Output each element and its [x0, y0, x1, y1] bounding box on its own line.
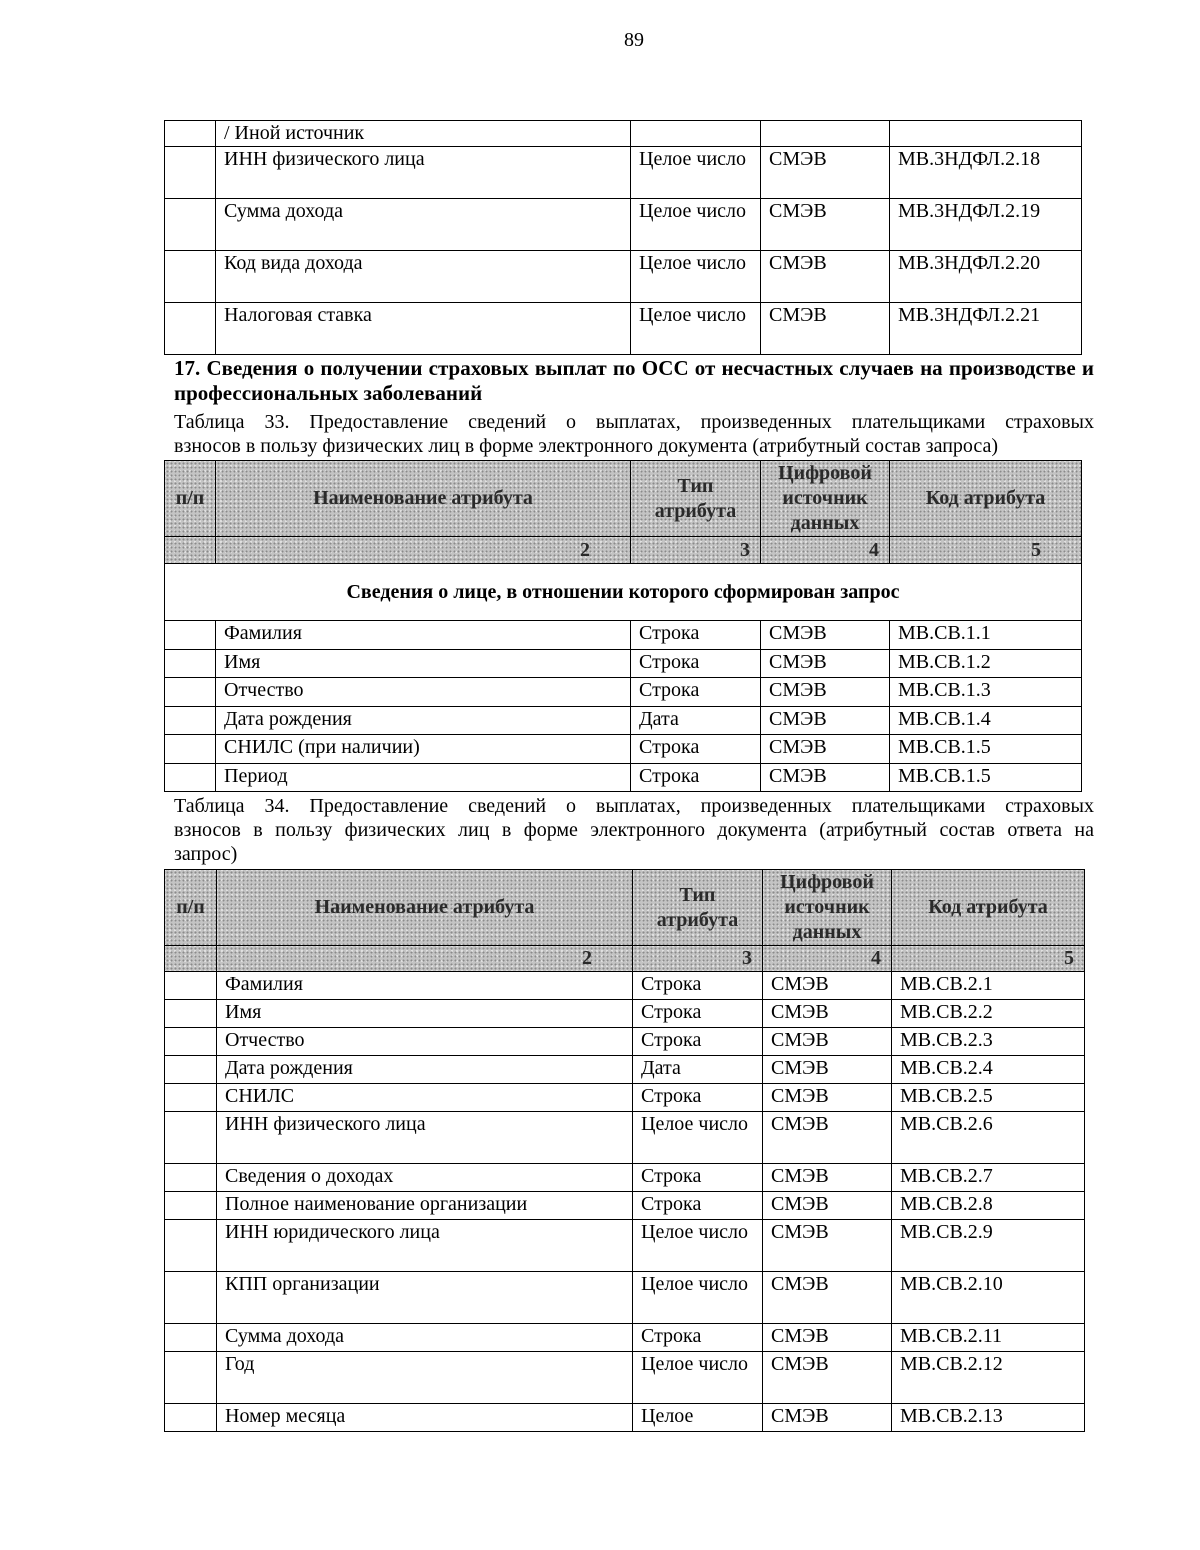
table-header-numbers-row — [165, 537, 1082, 564]
data-source: СМЭВ — [761, 251, 890, 303]
row-number-cell — [165, 1404, 217, 1432]
attribute-type — [631, 121, 761, 147]
continuation-table — [164, 120, 1082, 355]
data-source: СМЭВ — [763, 1192, 892, 1220]
attribute-type: Строка — [631, 649, 761, 678]
header-name: Наименование атрибута — [216, 461, 631, 537]
attribute-code: МВ.СВ.1.4 — [890, 706, 1082, 735]
data-source: СМЭВ — [761, 706, 890, 735]
table-row — [165, 147, 1082, 199]
table-row — [165, 678, 1082, 707]
data-source: СМЭВ — [761, 303, 890, 355]
data-source: СМЭВ — [763, 1272, 892, 1324]
table-row — [165, 972, 1085, 1000]
row-number-cell — [165, 649, 216, 678]
header-type: Тип атрибута — [633, 870, 763, 946]
data-source: СМЭВ — [761, 621, 890, 650]
table-row — [165, 1272, 1085, 1324]
data-source: СМЭВ — [761, 763, 890, 792]
header-number: 3 — [631, 537, 761, 564]
attribute-code: МВ.СВ.2.10 — [892, 1272, 1085, 1324]
attribute-name: Фамилия — [216, 621, 631, 650]
attribute-name: Имя — [216, 649, 631, 678]
table-row — [165, 649, 1082, 678]
row-number-cell — [165, 1112, 217, 1164]
row-number-cell — [165, 251, 216, 303]
row-number-cell — [165, 1324, 217, 1352]
attribute-name: Полное наименование организации — [217, 1192, 633, 1220]
attribute-code: МВ.СВ.2.5 — [892, 1084, 1085, 1112]
attribute-name: СНИЛС (при наличии) — [216, 735, 631, 764]
attribute-name: ИНН физического лица — [216, 147, 631, 199]
table-33-caption — [174, 410, 1094, 458]
table-row — [165, 1028, 1085, 1056]
group-row — [165, 564, 1082, 621]
row-number-cell — [165, 1000, 217, 1028]
attribute-type: Строка — [633, 1164, 763, 1192]
attribute-type: Строка — [633, 1324, 763, 1352]
header-number: 5 — [892, 946, 1085, 972]
attribute-type: Строка — [633, 1192, 763, 1220]
table-row — [165, 251, 1082, 303]
header-number: 4 — [761, 537, 890, 564]
attribute-type: Строка — [633, 1084, 763, 1112]
attribute-code — [890, 121, 1082, 147]
attribute-name: Сведения о доходах — [217, 1164, 633, 1192]
attribute-code: МВ.СВ.2.2 — [892, 1000, 1085, 1028]
table-row — [165, 1192, 1085, 1220]
attribute-type: Дата — [633, 1056, 763, 1084]
row-number-cell — [165, 621, 216, 650]
attribute-name: Период — [216, 763, 631, 792]
attribute-name: Сумма дохода — [216, 199, 631, 251]
attribute-type: Строка — [631, 678, 761, 707]
header-name: Наименование атрибута — [217, 870, 633, 946]
attribute-code: МВ.СВ.2.8 — [892, 1192, 1085, 1220]
table-row — [165, 1324, 1085, 1352]
attribute-type: Дата — [631, 706, 761, 735]
attribute-name: Код вида дохода — [216, 251, 631, 303]
attribute-code: МВ.СВ.1.2 — [890, 649, 1082, 678]
table-row — [165, 1000, 1085, 1028]
table-row — [165, 763, 1082, 792]
data-source: СМЭВ — [763, 1000, 892, 1028]
row-number-cell — [165, 1352, 217, 1404]
attribute-name: Налоговая ставка — [216, 303, 631, 355]
table-row — [165, 1164, 1085, 1192]
group-label: Сведения о лице, в отношении которого сформирован запрос — [165, 564, 1082, 621]
table-row — [165, 735, 1082, 764]
caption-line: запрос) — [174, 843, 238, 865]
attribute-name: Фамилия — [217, 972, 633, 1000]
table-34-caption — [174, 794, 1094, 866]
page-number: 89 — [624, 29, 644, 51]
table-row — [165, 303, 1082, 355]
table-header-row — [165, 870, 1085, 946]
attribute-code: МВ.3НДФЛ.2.20 — [890, 251, 1082, 303]
data-source: СМЭВ — [763, 1324, 892, 1352]
table-row — [165, 1112, 1085, 1164]
data-source: СМЭВ — [763, 1056, 892, 1084]
attribute-type: Строка — [631, 763, 761, 792]
attribute-code: МВ.3НДФЛ.2.21 — [890, 303, 1082, 355]
attribute-code: МВ.3НДФЛ.2.19 — [890, 199, 1082, 251]
header-num: п/п — [165, 870, 217, 946]
attribute-type: Целое — [633, 1404, 763, 1432]
header-number: 2 — [216, 537, 631, 564]
attribute-code: МВ.3НДФЛ.2.18 — [890, 147, 1082, 199]
attribute-name: Имя — [217, 1000, 633, 1028]
attribute-name: / Иной источник — [216, 121, 631, 147]
table-row — [165, 121, 1082, 147]
row-number-cell — [165, 706, 216, 735]
table-header-row — [165, 461, 1082, 537]
table-row — [165, 621, 1082, 650]
attribute-code: МВ.СВ.2.6 — [892, 1112, 1085, 1164]
caption-line: Таблица 34. Предоставление сведений о выплатах, произведенных плательщиками страховых — [174, 795, 1094, 817]
data-source — [761, 121, 890, 147]
row-number-cell — [165, 303, 216, 355]
section-title: 17. Сведения о получении страховых выплат по ОСС от несчастных случаев на производстве и профессиональных заболеваний — [174, 356, 1094, 405]
attribute-type: Целое число — [633, 1220, 763, 1272]
attribute-name: СНИЛС — [217, 1084, 633, 1112]
table-34 — [164, 869, 1085, 1432]
attribute-type: Целое число — [633, 1272, 763, 1324]
attribute-type: Целое число — [633, 1352, 763, 1404]
header-number: 5 — [890, 537, 1082, 564]
continuation-table-body — [165, 121, 1082, 355]
caption-line: взносов в пользу физических лиц в форме электронного документа (атрибутный состав запроса) — [174, 435, 999, 457]
attribute-code: МВ.СВ.2.12 — [892, 1352, 1085, 1404]
attribute-code: МВ.СВ.1.1 — [890, 621, 1082, 650]
row-number-cell — [165, 972, 217, 1000]
table-row — [165, 1352, 1085, 1404]
row-number-cell — [165, 735, 216, 764]
attribute-type: Целое число — [631, 303, 761, 355]
table-row — [165, 199, 1082, 251]
table-row — [165, 1084, 1085, 1112]
attribute-code: МВ.СВ.2.1 — [892, 972, 1085, 1000]
header-source: Цифровой источник данных — [761, 461, 890, 537]
header-number-empty — [165, 946, 217, 972]
header-number: 4 — [763, 946, 892, 972]
attribute-code: МВ.СВ.2.11 — [892, 1324, 1085, 1352]
caption-line: взносов в пользу физических лиц в форме электронного документа (атрибутный состав ответа на — [174, 819, 1094, 841]
row-number-cell — [165, 1220, 217, 1272]
attribute-type: Строка — [631, 621, 761, 650]
attribute-name: ИНН физического лица — [217, 1112, 633, 1164]
header-number: 2 — [217, 946, 633, 972]
attribute-code: МВ.СВ.2.9 — [892, 1220, 1085, 1272]
attribute-name: Дата рождения — [216, 706, 631, 735]
attribute-type: Строка — [633, 1028, 763, 1056]
data-source: СМЭВ — [761, 147, 890, 199]
table-33 — [164, 460, 1082, 792]
header-source: Цифровой источник данных — [763, 870, 892, 946]
header-number-empty — [165, 537, 216, 564]
table-row — [165, 1404, 1085, 1432]
attribute-name: Номер месяца — [217, 1404, 633, 1432]
data-source: СМЭВ — [763, 972, 892, 1000]
data-source: СМЭВ — [761, 678, 890, 707]
attribute-name: Год — [217, 1352, 633, 1404]
header-number: 3 — [633, 946, 763, 972]
row-number-cell — [165, 763, 216, 792]
attribute-type: Строка — [633, 1000, 763, 1028]
attribute-type: Целое число — [631, 199, 761, 251]
header-code: Код атрибута — [890, 461, 1082, 537]
caption-line: Таблица 33. Предоставление сведений о выплатах, произведенных плательщиками страховых — [174, 411, 1094, 433]
row-number-cell — [165, 1028, 217, 1056]
attribute-type: Целое число — [633, 1112, 763, 1164]
attribute-code: МВ.СВ.1.5 — [890, 735, 1082, 764]
attribute-name: Сумма дохода — [217, 1324, 633, 1352]
data-source: СМЭВ — [763, 1112, 892, 1164]
attribute-code: МВ.СВ.1.5 — [890, 763, 1082, 792]
attribute-code: МВ.СВ.2.7 — [892, 1164, 1085, 1192]
attribute-code: МВ.СВ.2.4 — [892, 1056, 1085, 1084]
data-source: СМЭВ — [763, 1028, 892, 1056]
attribute-name: Отчество — [216, 678, 631, 707]
row-number-cell — [165, 678, 216, 707]
row-number-cell — [165, 1084, 217, 1112]
row-number-cell — [165, 199, 216, 251]
attribute-code: МВ.СВ.1.3 — [890, 678, 1082, 707]
attribute-code: МВ.СВ.2.3 — [892, 1028, 1085, 1056]
attribute-type: Строка — [631, 735, 761, 764]
data-source: СМЭВ — [763, 1220, 892, 1272]
table-header-numbers-row — [165, 946, 1085, 972]
data-source: СМЭВ — [761, 735, 890, 764]
attribute-type: Целое число — [631, 147, 761, 199]
data-source: СМЭВ — [763, 1164, 892, 1192]
data-source: СМЭВ — [763, 1404, 892, 1432]
row-number-cell — [165, 1164, 217, 1192]
attribute-code: МВ.СВ.2.13 — [892, 1404, 1085, 1432]
table-row — [165, 1056, 1085, 1084]
attribute-name: Отчество — [217, 1028, 633, 1056]
header-num: п/п — [165, 461, 216, 537]
row-number-cell — [165, 121, 216, 147]
data-source: СМЭВ — [761, 649, 890, 678]
attribute-type: Целое число — [631, 251, 761, 303]
row-number-cell — [165, 1192, 217, 1220]
table-34-body — [165, 972, 1085, 1432]
header-type: Тип атрибута — [631, 461, 761, 537]
row-number-cell — [165, 147, 216, 199]
data-source: СМЭВ — [763, 1352, 892, 1404]
header-code: Код атрибута — [892, 870, 1085, 946]
table-row — [165, 1220, 1085, 1272]
attribute-name: КПП организации — [217, 1272, 633, 1324]
row-number-cell — [165, 1056, 217, 1084]
attribute-name: ИНН юридического лица — [217, 1220, 633, 1272]
data-source: СМЭВ — [761, 199, 890, 251]
row-number-cell — [165, 1272, 217, 1324]
table-row — [165, 706, 1082, 735]
attribute-name: Дата рождения — [217, 1056, 633, 1084]
table-33-body — [165, 621, 1082, 792]
attribute-type: Строка — [633, 972, 763, 1000]
data-source: СМЭВ — [763, 1084, 892, 1112]
